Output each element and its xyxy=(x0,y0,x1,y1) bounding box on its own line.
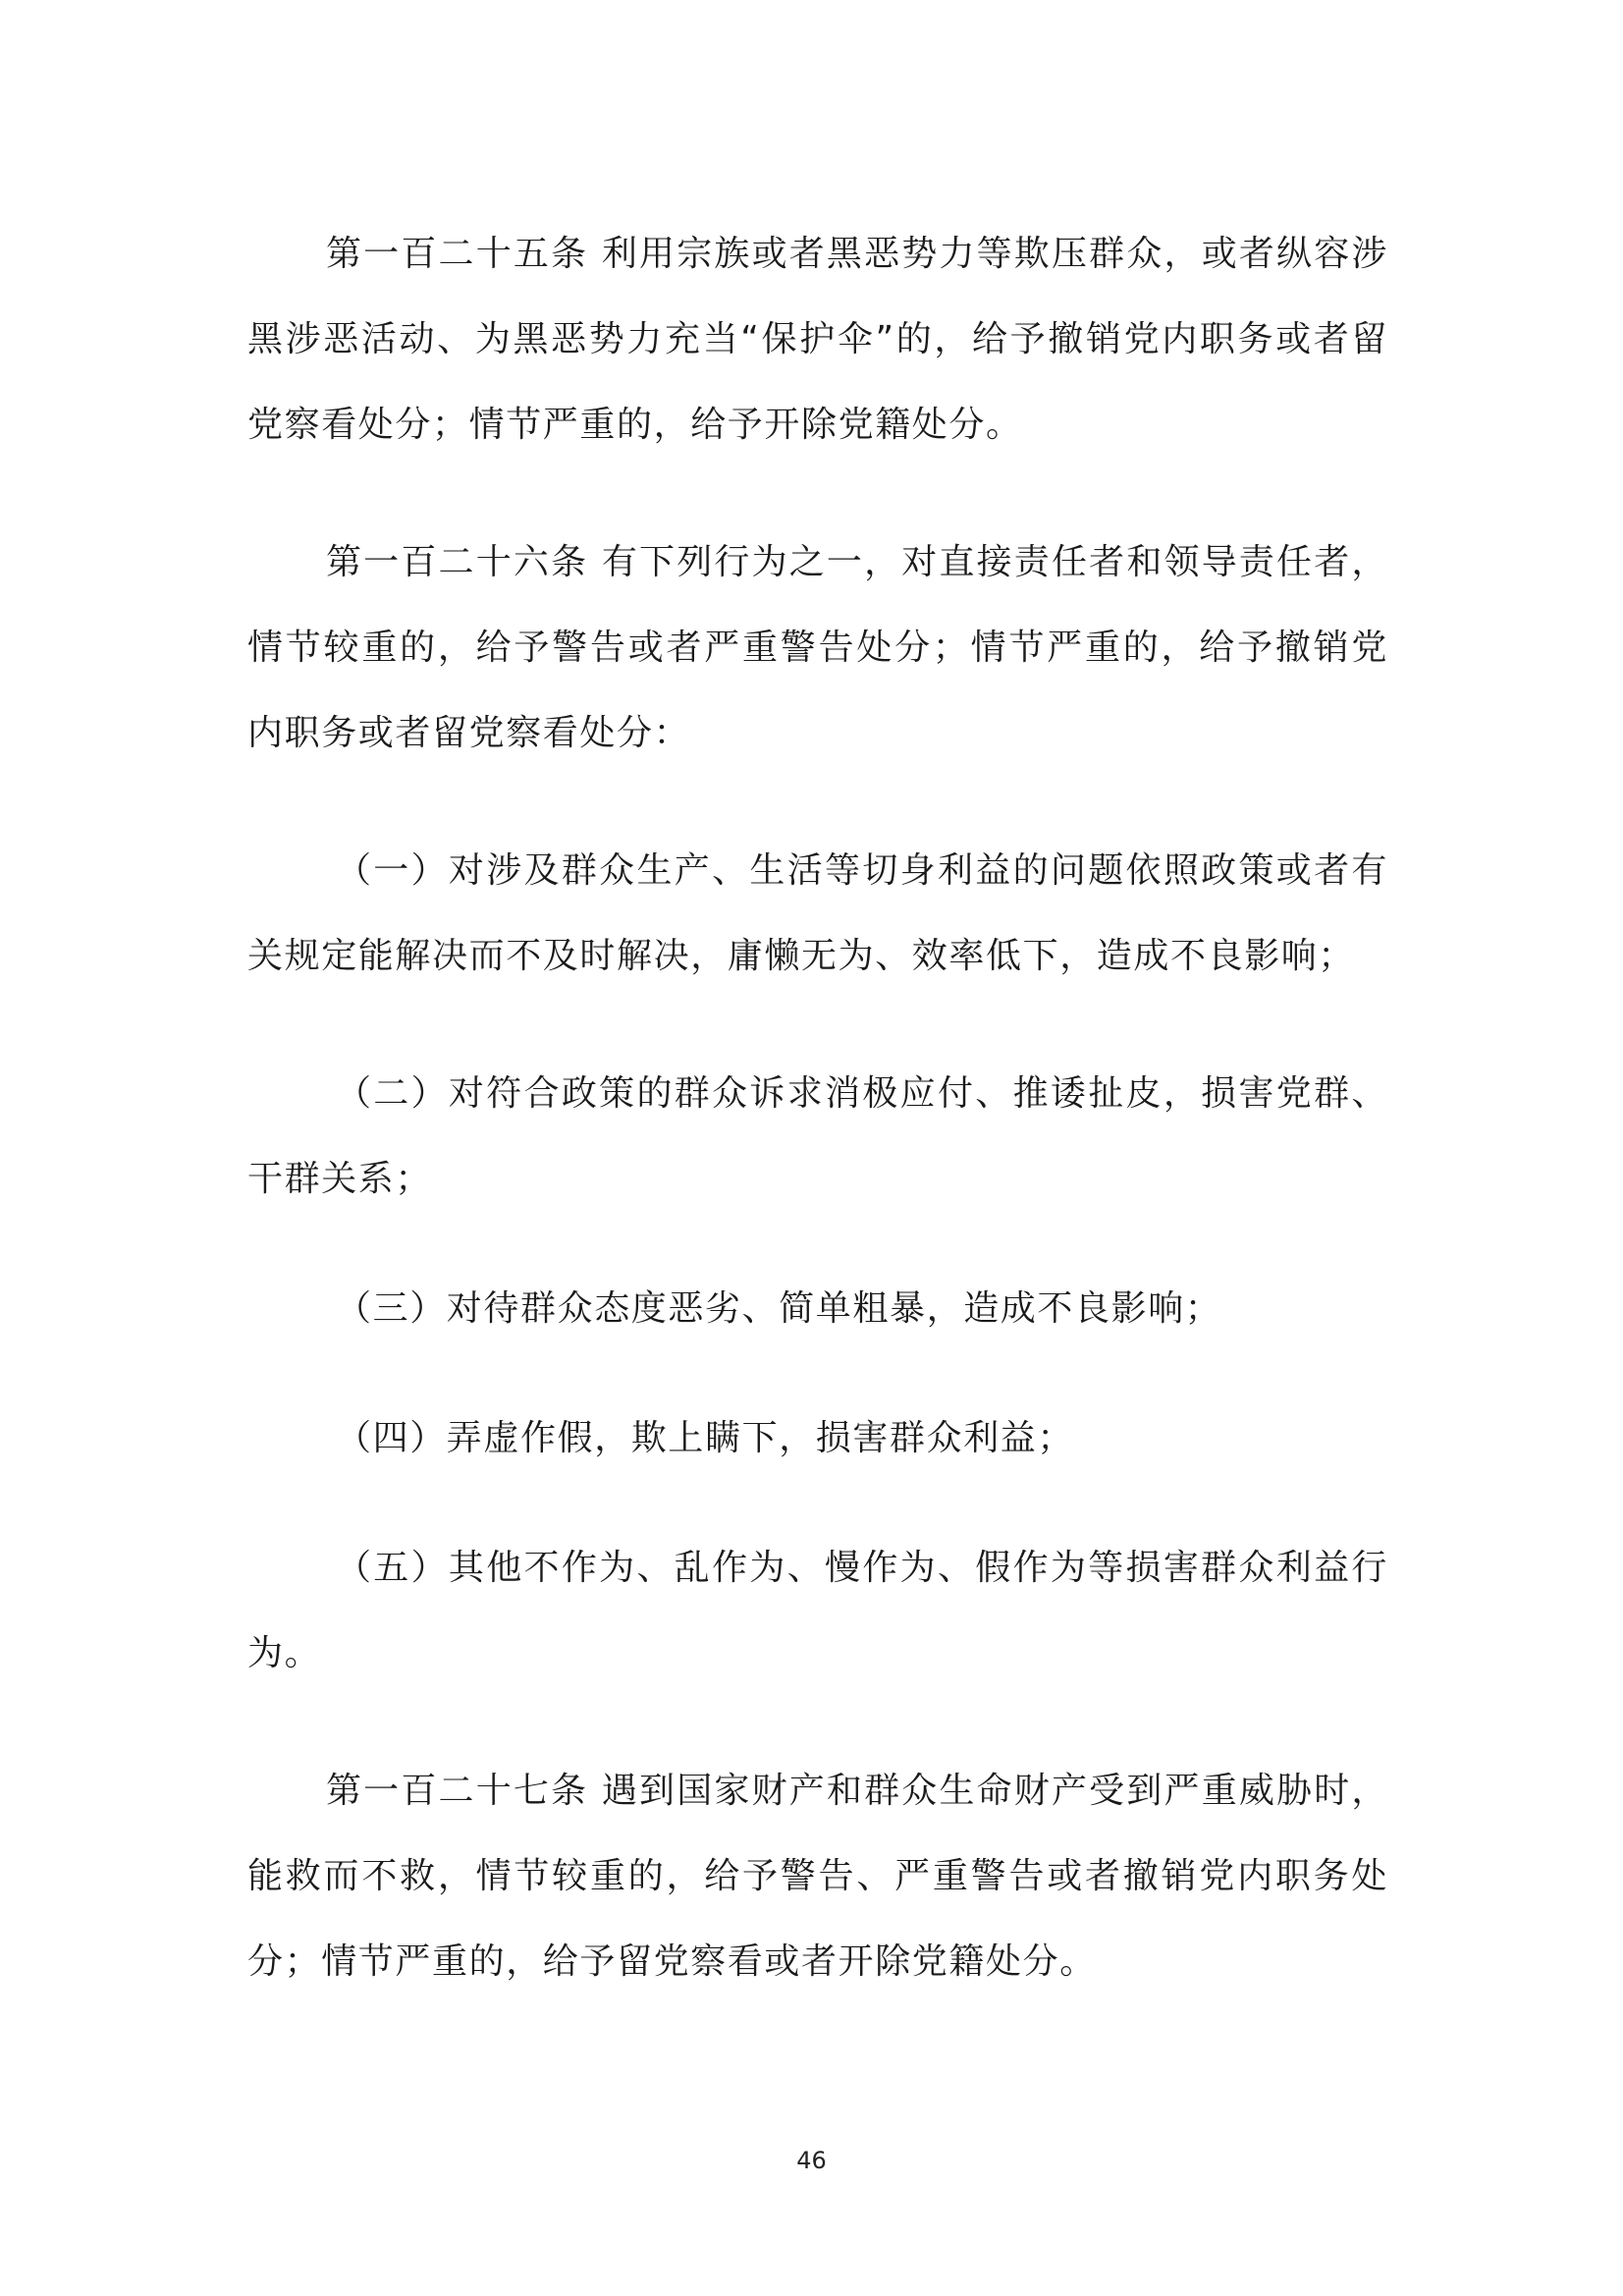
article-126-item-5: （五）其他不作为、乱作为、慢作为、假作为等损害群众利益行为。 xyxy=(247,1548,1388,1673)
document-body xyxy=(247,211,1388,2004)
article-126-item-1: （一）对涉及群众生产、生活等切身利益的问题依照政策或者有关规定能解决而不及时解决，庸懒无为、效率低下，造成不良影响； xyxy=(247,850,1388,976)
article-125-paragraph: 第一百二十五条 利用宗族或者黑恶势力等欺压群众，或者纵容涉黑涉恶活动、为黑恶势力充当“保护伞”的，给予撤销党内职务或者留党察看处分；情节严重的，给予开除党籍处分。 xyxy=(247,234,1388,445)
article-126-item-4: （四）弄虚作假，欺上瞒下，损害群众利益； xyxy=(336,1418,1075,1458)
article-126-item-3: （三）对待群众态度恶劣、简单粗暴，造成不良影响； xyxy=(336,1288,1222,1329)
page-number: 46 xyxy=(796,2147,827,2174)
article-127-paragraph: 第一百二十七条 遇到国家财产和群众生命财产受到严重威胁时，能救而不救，情节较重的，给予警告、严重警告或者撤销党内职务处分；情节严重的，给予留党察看或者开除党籍处分。 xyxy=(247,1771,1388,1982)
article-126-item-2: （二）对符合政策的群众诉求消极应付、推诿扯皮，损害党群、干群关系； xyxy=(247,1073,1388,1199)
article-126-paragraph: 第一百二十六条 有下列行为之一，对直接责任者和领导责任者，情节较重的，给予警告或者严重警告处分；情节严重的，给予撤销党内职务或者留党察看处分： xyxy=(247,542,1388,753)
